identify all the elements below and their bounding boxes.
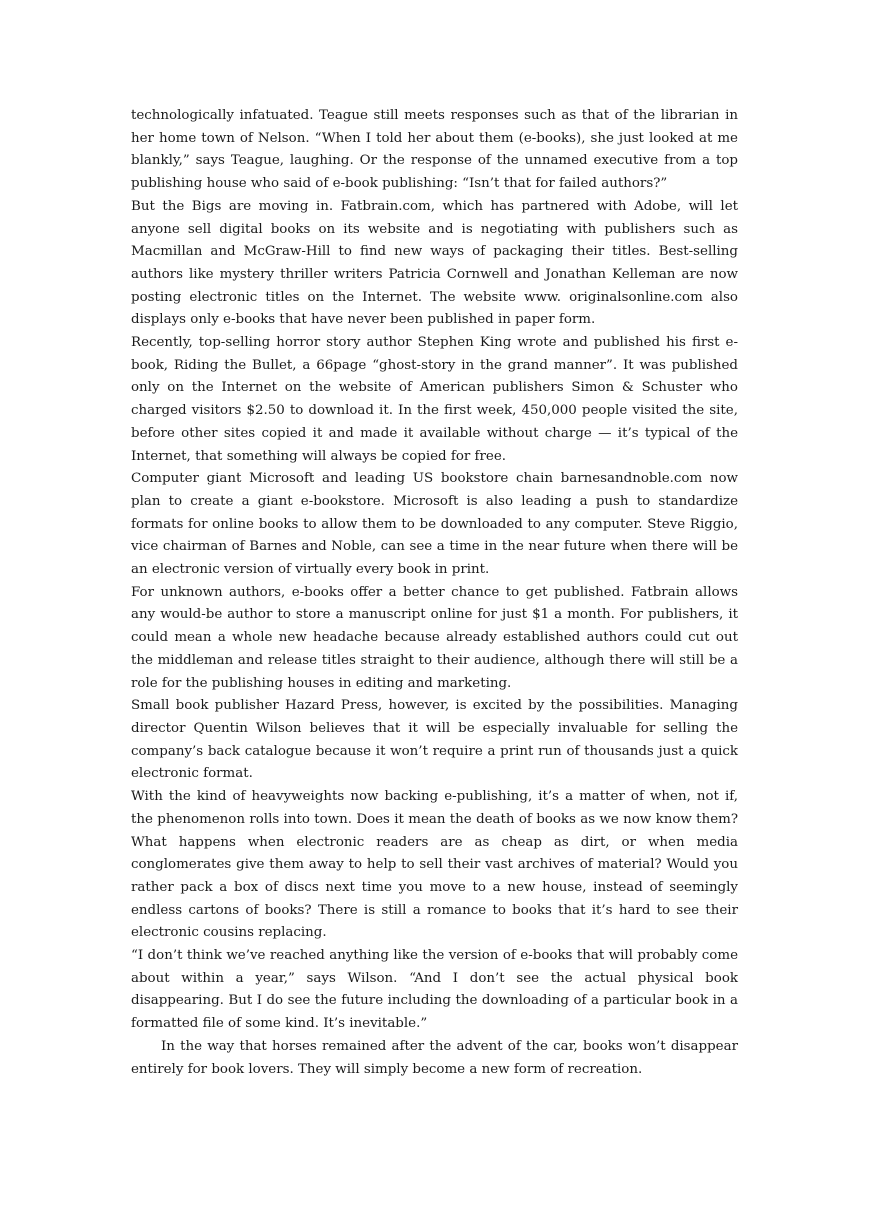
document-page	[131, 105, 738, 1081]
paragraph-2: But the Bigs are moving in. Fatbrain.com, which has partnered with Adobe, will let anyone sell digital books on its website and is negotiating with publishers such as Macmillan and McGraw-Hill to find new ways of packaging their titles. Best-selling authors like mystery thriller writers Patricia Cornwell and Jonathan Kelleman are now posting electronic titles on the Internet. The website www. originalsonline.com also displays only e-books that have never been published in paper form.	[131, 198, 738, 328]
paragraph-8: “I don’t think we’ve reached anything like the version of e-books that will probably come about within a year,” says Wilson. “And I don’t see the actual physical book disappearing. But I do see the future including the downloading of a particular book in a formatted file of some kind. It’s inevitable.”	[131, 948, 738, 1032]
paragraph-5: For unknown authors, e-books offer a better chance to get published. Fatbrain allows any would-be author to store a manuscript online for just $1 a month. For publishers, it could mean a whole new headache because already established authors could cut out the middleman and release titles straight to their audience, although there will still be a role for the publishing houses in editing and marketing.	[131, 584, 738, 691]
paragraph-1: technologically infatuated. Teague still meets responses such as that of the librarian in her home town of Nelson. “When I told her about them (e-books), she just looked at me blankly,” says Teague, laughing. Or the response of the unnamed executive from a top publishing house who said of e-book publishing: “Isn’t that for failed authors?”	[131, 108, 738, 192]
paragraph-9: In the way that horses remained after the advent of the car, books won’t disappear entirely for book lovers. They will simply become a new form of recreation.	[131, 1038, 738, 1077]
paragraph-4: Computer giant Microsoft and leading US bookstore chain barnesandnoble.com now plan to create a giant e-bookstore. Microsoft is also leading a push to standardize formats for online books to allow them to be downloaded to any computer. Steve Riggio, vice chairman of Barnes and Noble, can see a time in the near future when there will be an electronic version of virtually every book in print.	[131, 471, 738, 578]
paragraph-3: Recently, top-selling horror story author Stephen King wrote and published his first e-book, Riding the Bullet, a 66page “ghost-story in the grand manner”. It was published only on the Internet on the website of American publishers Simon & Schuster who charged visitors $2.50 to download it. In the first week, 450,000 people visited the site, before other sites copied it and made it available without charge — it’s typical of the Internet, that something will always be copied for free.	[131, 335, 738, 464]
paragraph-6: Small book publisher Hazard Press, however, is excited by the possibilities. Managing director Quentin Wilson believes that it will be especially invaluable for selling the company’s back catalogue because it won’t require a print run of thousands just a quick electronic format.	[131, 698, 738, 782]
paragraph-7: With the kind of heavyweights now backing e-publishing, it’s a matter of when, not if, the phenomenon rolls into town. Does it mean the death of books as we now know them? What happens when electronic readers are as cheap as dirt, or when media conglomerates give them away to help to sell their vast archives of material? Would you rather pack a box of discs next time you move to a new house, instead of seemingly endless cartons of books? There is still a romance to books that it’s hard to see their electronic cousins replacing.	[131, 789, 738, 941]
